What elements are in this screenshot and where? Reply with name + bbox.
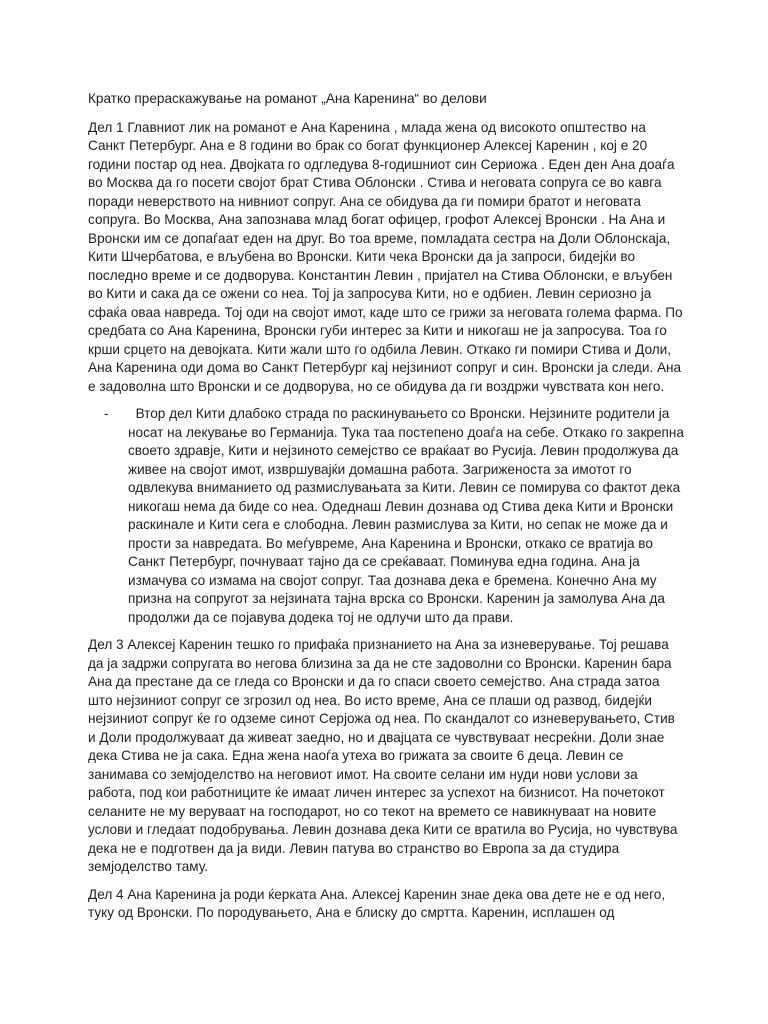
paragraph-part-4: Дел 4 Ана Каренина ја роди ќерката Ана. Алексеј Каренин знае дека ова дете не е од него, туку од Вронски. По породувањето, Ана е блиску до смртта. Каренин, исплашен од [88,886,666,920]
list-item [88,405,688,627]
paragraph-part-2: Втор дел Кити длабоко страда по раскинувањето со Вронски. Нејзините родители ја носат на лекување во Германија. Тука таа постепено доаѓа на себе. Откако го закрепна своето здравје, Кити и нејзиното семејство се враќаат во Русија. Левин продолжува да живее на својот имот, извршувајќи домашна работа. Загриженоста за имотот го одвлекува вниманието од размислувањата за Кити. Левин се помирува со фактот дека никогаш нема да биде со неа. Одеднаш Левин дознава од Стива дека Кити и Вронски раскинале и Кити сега е слободна. Левин размислува за Кити, но сепак не може да и прости за навредата. Во меѓувреме, Ана Каренина и Вронски, откако се вратија во Санкт Петербург, почнуваат тајно да се среќаваат. Поминува една година. Ана ја измачува со измама на својот сопруг. Таа дознава дека е бремена. Конечно Ана му призна на сопругот за нејзината тајна врска со Вронски. Каренин ја замолува Ана да продолжи да се појавува додека тој не одлучи што да прави. [128,406,688,625]
paragraph-part-1: Дел 1 Главниот лик на романот е Ана Каренина , млада жена од високото општество на Санкт Петербург. Ана е 8 години во брак со богат функционер Алексеј Каренин , кој е 20 години постар од неа. Двојката го одгледува 8-годишниот син Сериожа . Еден ден Ана доаѓа во Москва да го посети својот брат Стива Облонски . Стива и неговата сопруга се во кавга поради неверството на нивниот сопруг. Ана се обидува да ги помири братот и неговата сопруга. Во Москва, Ана запознава млад богат офицер, грофот Алексеј Вронски . На Ана и Вронски им се допаѓаат еден на друг. Во тоа време, помладата сестра на Доли Облонскаја, Кити Шчербатова, е вљубена во Вронски. Кити чека Вронски да ја запроси, бидејќи во последно време и се додворува. Константин Левин , пријател на Стива Облонски, е вљубен во Кити и сака да се ожени со неа. Тој ја запросува Кити, но е одбиен. Левин сериозно ја сфаќа оваа навреда. Тој оди на својот имот, каде што се грижи за неговата голема фарма. По средбата со Ана Каренина, Вронски губи интерес за Кити и никогаш не ја запросува. Тоа го крши срцето на девојката. Кити жали што го одбила Левин. Откако ги помири Стива и Доли, Ана Каренина оди дома во Санкт Петербург кај нејзиниот сопруг и син. Вронски ја следи. Ана е задоволна што Вронски и се додворува, но се обидува да ги воздржи чувствата кон него. [88,119,683,394]
document-page [88,90,688,932]
document-title: Кратко прераскажување на романот „Ана Каренина“ во делови [88,91,487,106]
bullet-list [88,405,688,627]
paragraph-part-3: Дел 3 Алексеј Каренин тешко го прифаќа признанието на Ана за изневерување. Тој решава да ја задржи сопругата во негова близина за да не сте задоволни со Вронски. Каренин бара Ана да престане да се гледа со Вронски и да го спаси своето семејство. Ана страда затоа што нејзиниот сопруг се згрозил од неа. Во исто време, Ана се плаши од развод, бидејќи нејзиниот сопруг ќе го одземе синот Серјожа од неа. По скандалот со изневерувањето, Стив и Доли продолжуваат да живеат заедно, но и двајцата се чувствуваат несреќни. Доли знае дека Стива не ја сака. Една жена наоѓа утеха во грижата за своите 6 деца. Левин се занимава со земјоделство на неговиот имот. На своите селани им нуди нови услови за работа, под кои работниците ќе имаат личен интерес за успехот на бизнисот. На почетокот селаните не му веруваат на господарот, но со текот на времето се навикнуваат на новите услови и гледаат подобрувања. Левин дознава дека Кити се вратила во Русија, но чувствува дека не е подготвен да ја види. Левин патува во странство во Европа за да студира земјоделство таму. [88,637,678,874]
bullet-dash: - [104,406,109,421]
